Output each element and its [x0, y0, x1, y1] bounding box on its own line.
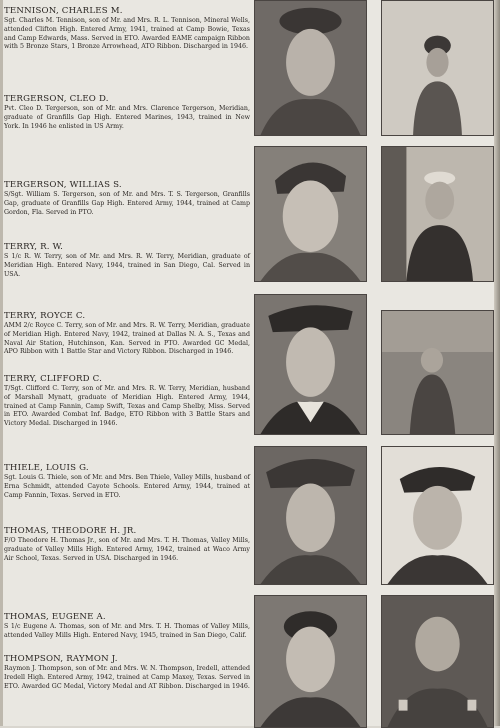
entry-terry-clifford [4, 374, 250, 429]
entry-name: TERRY, ROYCE C. [4, 311, 86, 321]
portrait-thompson-raymon [381, 595, 494, 728]
entry-tergerson-willias [4, 180, 250, 217]
entry-name: THOMPSON, RAYMON J. [4, 654, 118, 664]
entry-name: TERGERSON, WILLIAS S. [4, 180, 122, 190]
entry-bio: S 1/c Eugene A. Thomas, son of Mr. and Mrs. T. H. Thomas of Valley Mills, attended Valley Mills High. Entered Navy, 1945, trained in San Diego, Calif. [4, 623, 250, 639]
entry-terry-royce [4, 311, 250, 357]
entry-name: TERRY, R. W. [4, 242, 64, 252]
portrait-tennison-charles [254, 0, 367, 136]
entry-bio: Raymon J. Thompson, son of Mr. and Mrs. W. N. Thompson, Iredell, attended Iredell High. Entered Army, 1942, trained at Camp Maxey, Texas. Served in ETO. Awarded GC Medal, Victory Medal and AT Ribbon. Discharged in 1946. [4, 665, 250, 690]
entry-bio: Sgt. Louis G. Thiele, son of Mr. and Mrs. Ben Thiele, Valley Mills, husband of Erna Schmidt, attended Cayote Schools. Entered Army, 1944, trained at Camp Fannin, Texas. Served in ETO. [4, 474, 250, 499]
entry-bio: T/Sgt. Clifford C. Terry, son of Mr. and Mrs. R. W. Terry, Meridian, husband of Marshall Mynatt, graduate of Meridian High. Entered Army, 1944, trained at Camp Fannin, Camp Swift, Texas and Camp Shelby, Miss. Served in ETO. Awarded Combat Inf. Badge, ETO Ribbon with 3 Battle Stars and Victory Medal. Discharged in 1946. [4, 385, 250, 428]
entry-bio: F/O Theodore H. Thomas Jr., son of Mr. and Mrs. T. H. Thomas, Valley Mills, graduate of Valley Mills High. Entered Army, 1942, trained at Waco Army Air School, Texas. Served in USA. Discharged in 1946. [4, 537, 250, 562]
portrait-thiele-louis [254, 446, 367, 585]
entry-terry-rw [4, 242, 250, 279]
portrait-thomas-theodore [381, 446, 494, 585]
portrait-tergerson-willias [254, 146, 367, 282]
entry-thiele-louis [4, 463, 250, 500]
entry-name: THIELE, LOUIS G. [4, 463, 89, 473]
portrait-thomas-eugene [254, 595, 367, 728]
portrait-terry-clifford [381, 310, 494, 435]
entry-name: TENNISON, CHARLES M. [4, 6, 123, 16]
entry-name: TERGERSON, CLEO D. [4, 94, 109, 104]
entry-bio: S 1/c R. W. Terry, son of Mr. and Mrs. R. W. Terry, Meridian, graduate of Meridian High. Entered Navy, 1944, trained in San Diego, Cal. Served in USA. [4, 253, 250, 278]
portrait-terry-rw [381, 146, 494, 282]
entry-tergerson-cleo [4, 94, 250, 131]
entry-bio: Sgt. Charles M. Tennison, son of Mr. and Mrs. R. L. Tennison, Mineral Wells, attended Clifton High. Entered Army, 1941, trained at Camp Bowie, Texas and Camp Edwards, Mass. Served in ETO. Awarded EAME campaign Ribbon with 5 Bronze Stars, 1 Bronze Arrowhead, ATO Ribbon. Discharged in 1946. [4, 17, 250, 51]
entry-bio: AMM 2/c Royce C. Terry, son of Mr. and Mrs. R. W. Terry, Meridian, graduate of Meridian High. Entered Navy, 1942, trained at Dallas N. A. S., Texas and Naval Air Station, Hutchinson, Kan. Served in PTO. Awarded GC Medal, APO Ribbon with 1 Battle Star and Victory Ribbon. Discharged in 1946. [4, 322, 250, 356]
entry-name: THOMAS, THEODORE H. JR. [4, 526, 137, 536]
entry-name: THOMAS, EUGENE A. [4, 612, 106, 622]
entry-tennison-charles [4, 6, 250, 52]
entry-thompson-raymon [4, 654, 250, 691]
entry-bio: S/Sgt. William S. Tergerson, son of Mr. and Mrs. T. S. Tergerson, Granfills Gap, graduate of Granfills Gap High. Entered Army, 1944, trained at Camp Gordon, Fla. Served in PTO. [4, 191, 250, 216]
entry-thomas-theodore [4, 526, 250, 563]
page-left-edge [0, 0, 3, 726]
portrait-terry-royce [254, 294, 367, 435]
portrait-tergerson-cleo [381, 0, 494, 136]
entry-thomas-eugene [4, 612, 250, 641]
page-binding-edge [494, 0, 500, 726]
entry-bio: Pvt. Cleo D. Tergerson, son of Mr. and Mrs. Clarence Tergerson, Meridian, graduate of Granfills Gap High. Entered Marines, 1943, trained in New York. In 1946 he enlisted in US Army. [4, 105, 250, 130]
entry-name: TERRY, CLIFFORD C. [4, 374, 103, 384]
